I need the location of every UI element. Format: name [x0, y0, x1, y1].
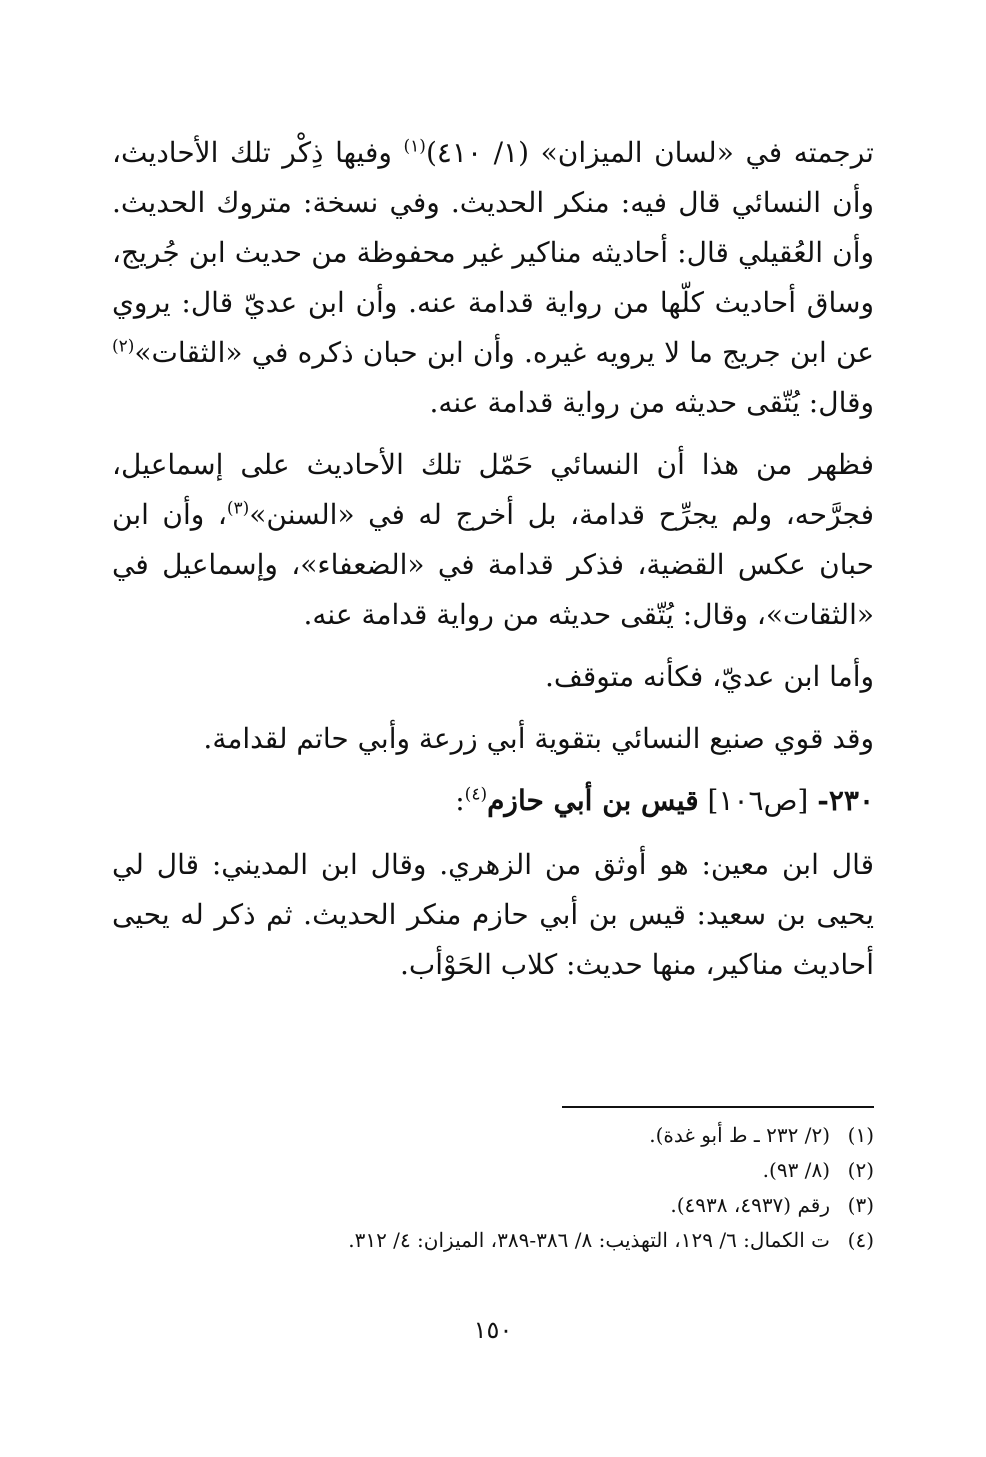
- entry-name: قيس بن أبي حازم: [487, 784, 699, 817]
- footnote-ref-1: (١): [403, 136, 426, 157]
- paragraph-4: وقد قوي صنيع النسائي بتقوية أبي زرعة وأبي حاتم لقدامة.: [203, 722, 874, 755]
- footnote-text: (٨/ ٩٣).: [762, 1158, 830, 1182]
- footnote-text: (٢/ ٢٣٢ ـ ط أبو غدة).: [649, 1123, 830, 1147]
- paragraph-1-part-1: ترجمته في «لسان الميزان» (١/ ٤١٠): [425, 136, 874, 169]
- entry-colon: :: [455, 784, 465, 817]
- paragraph-2-part-2: ، وأن ابن حبان عكس القضية، فذكر قدامة في «الضعفاء»، وإسماعيل في «الثقات»، وقال: يُتّقى حديثه من رواية قدامة عنه.: [112, 498, 874, 631]
- entry-paragraph: قال ابن معين: هو أوثق من الزهري. وقال ابن المديني: قال لي يحيى بن سعيد: قيس بن أبي حازم منكر الحديث. ثم ذكر له يحيى أحاديث مناكير، منها حديث: كلاب الحَوْأب.: [112, 848, 874, 981]
- footnote-2: [112, 1153, 874, 1188]
- paragraph-2: [112, 440, 874, 640]
- footnote-3: [112, 1188, 874, 1223]
- main-text: [112, 128, 874, 990]
- footnote-divider: [562, 1106, 874, 1108]
- footnote-text: رقم (٤٩٣٧، ٤٩٣٨).: [670, 1193, 830, 1217]
- footnote-4: [112, 1223, 874, 1258]
- entry-page-ref: [ص١٠٦]: [707, 784, 809, 817]
- footnote-number: (١): [847, 1123, 874, 1147]
- footnote-number: (٤): [847, 1228, 874, 1252]
- footnote-ref-2: (٢): [112, 336, 135, 357]
- paragraph-1-part-2: وفيها ذِكْر تلك الأحاديث، وأن النسائي قال فيه: منكر الحديث. وفي نسخة: متروك الحديث. وأن العُقيلي قال: أحاديثه مناكير غير محفوظة من حديث ابن جُريج، وساق أحاديث كلّها من رواية قدامة عنه. وأن ابن عديّ قال: يروي عن ابن جريج ما لا يرويه غيره. وأن ابن حبان ذكره في «الثقات»: [112, 136, 874, 369]
- entry-number: ٢٣٠-: [817, 784, 874, 817]
- page-number: ١٥٠: [473, 1316, 513, 1344]
- footnote-number: (٣): [847, 1193, 874, 1217]
- paragraph-2-part-1: فظهر من هذا أن النسائي حَمّل تلك الأحاديث على إسماعيل، فجرَّحه، ولم يجرِّح قدامة، بل أخرج له في «السنن»: [112, 448, 874, 531]
- footnotes-section: [112, 1106, 874, 1258]
- footnote-text: ت الكمال: ٦/ ١٢٩، التهذيب: ٨/ ٣٨٦-٣٨٩، الميزان: ٤/ ٣١٢.: [348, 1228, 830, 1252]
- entry-heading: [112, 776, 874, 826]
- paragraph-1-part-3: وقال: يُتّقى حديثه من رواية قدامة عنه.: [429, 386, 874, 419]
- footnote-ref-3: (٣): [226, 498, 250, 519]
- footnote-1: [112, 1118, 874, 1153]
- paragraph-3: وأما ابن عديّ، فكأنه متوقف.: [544, 660, 874, 693]
- footnote-ref-4: (٤): [464, 784, 488, 805]
- footnote-number: (٢): [847, 1158, 874, 1182]
- paragraph-1: [112, 128, 874, 428]
